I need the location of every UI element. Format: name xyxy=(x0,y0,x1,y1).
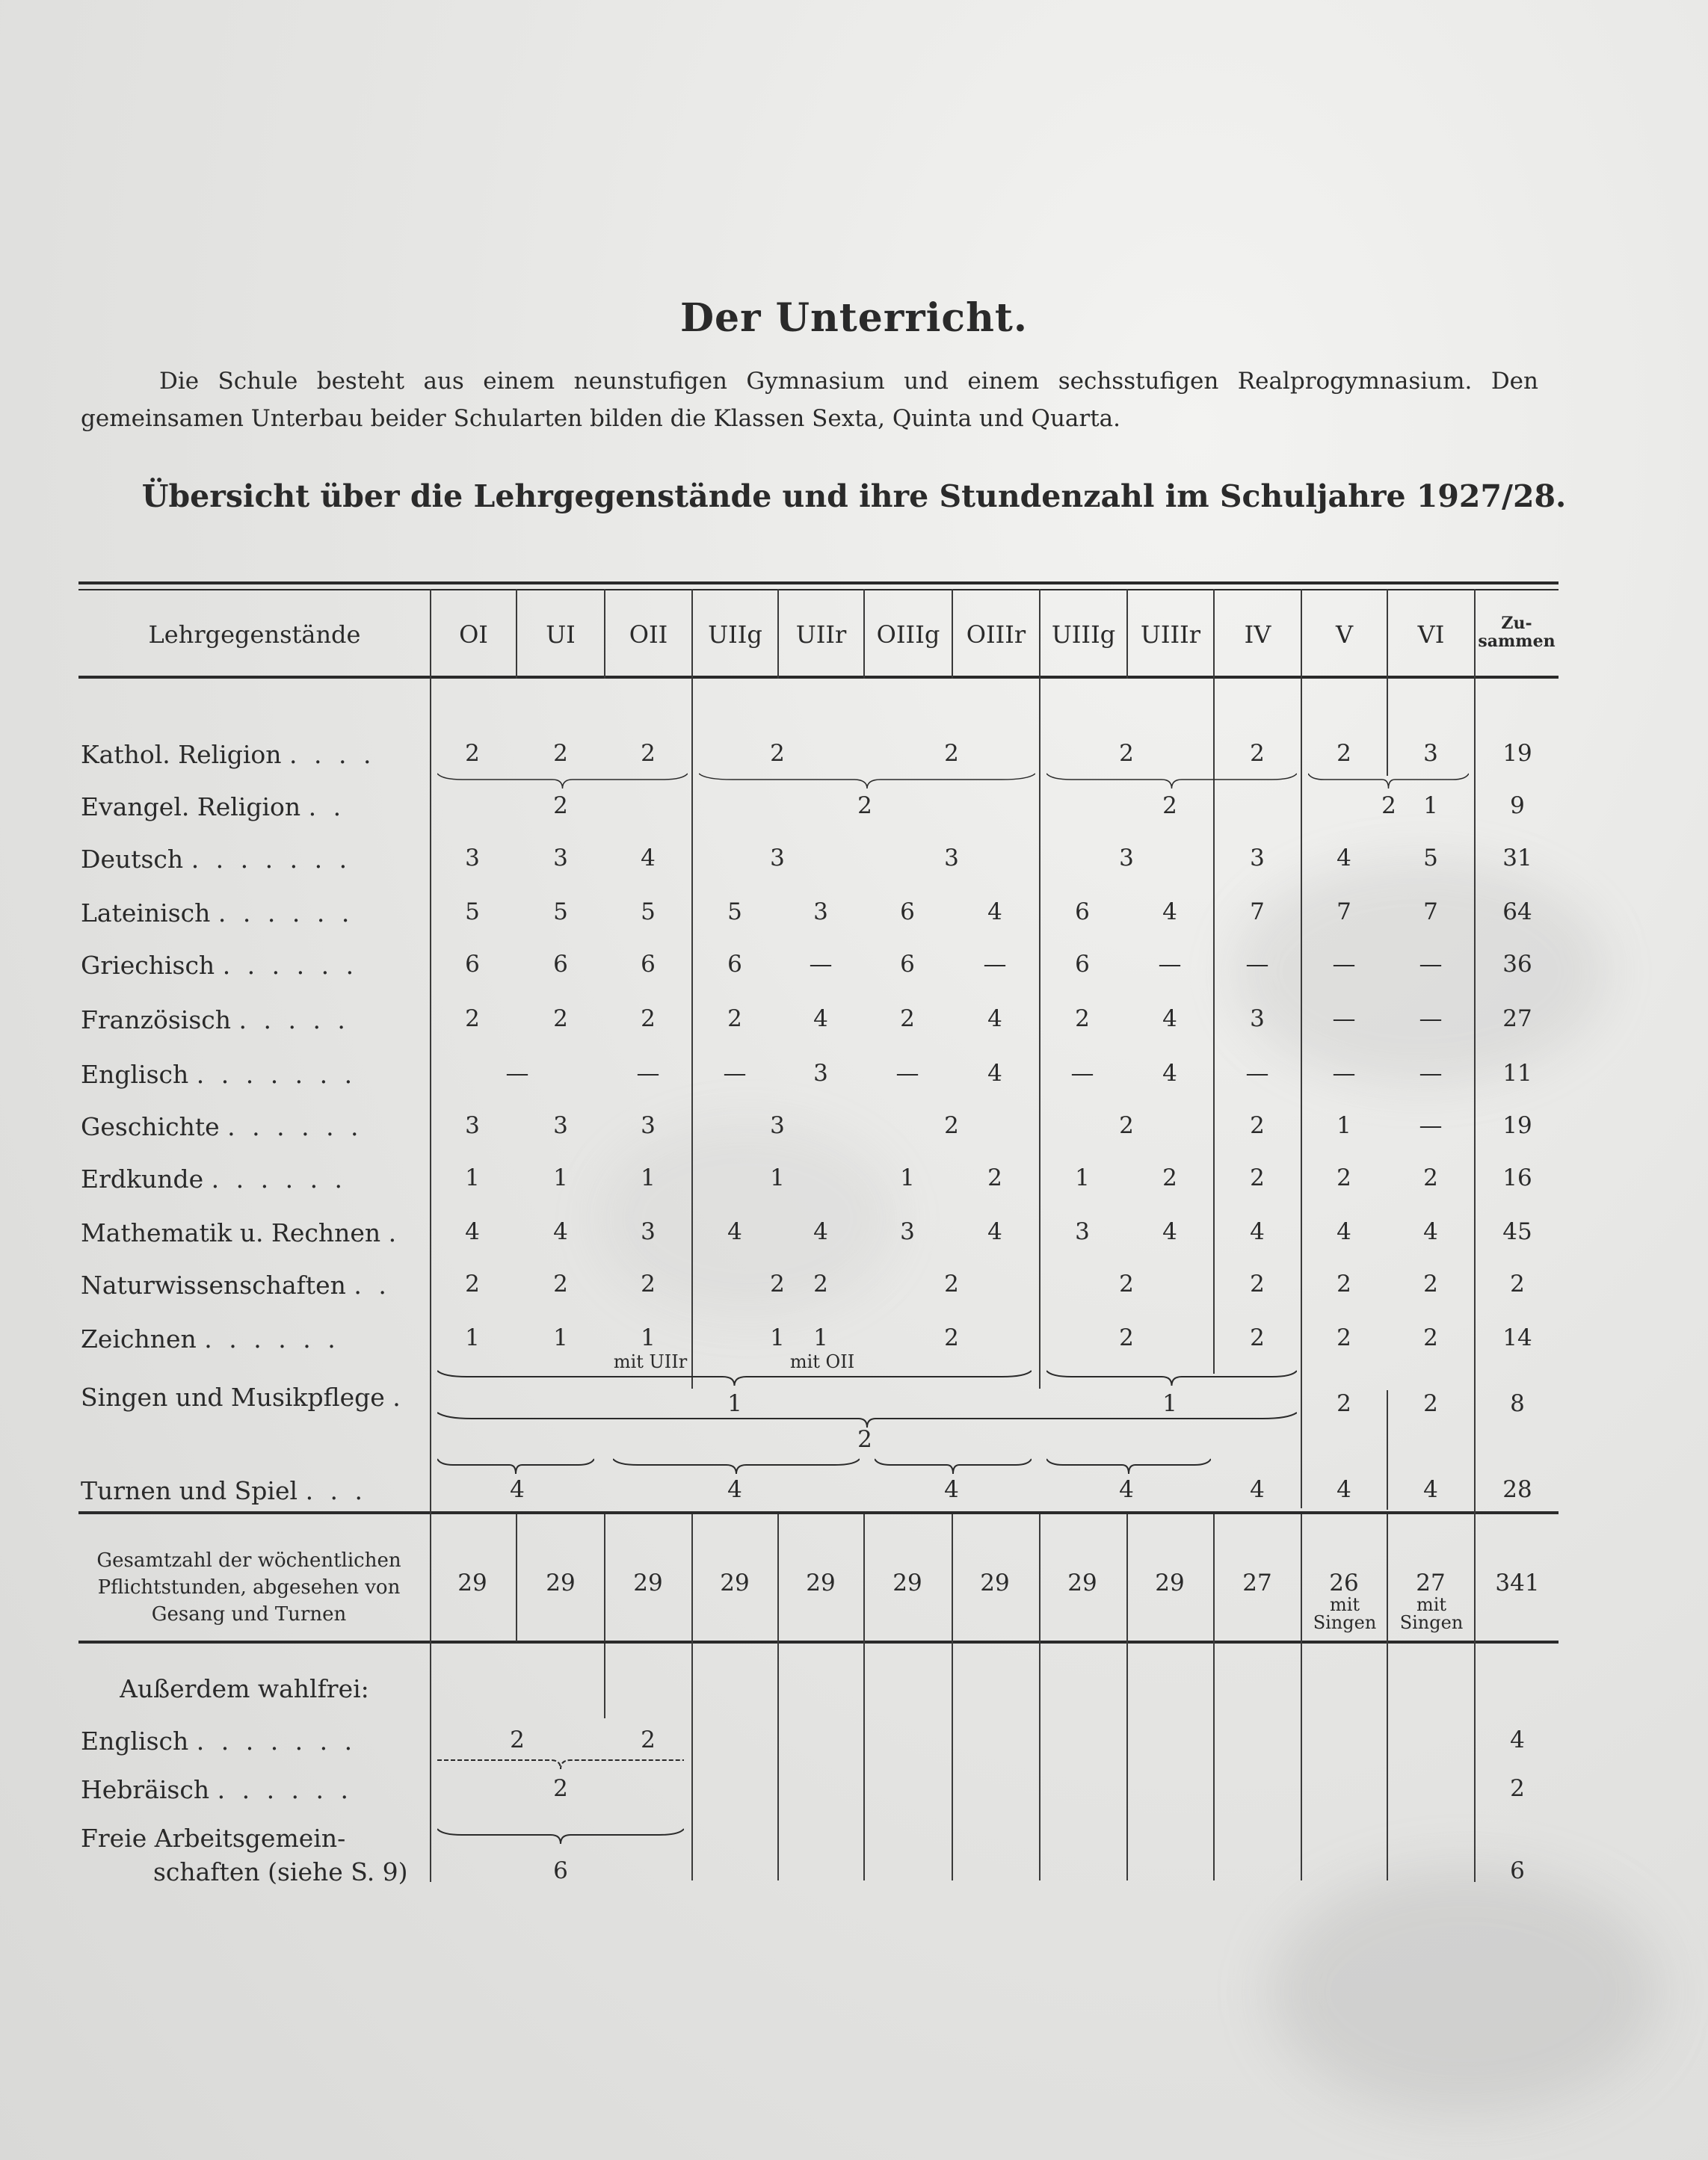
cell: — xyxy=(895,1060,919,1087)
row-label-naturwissenschaften: Naturwissenschaften . . xyxy=(81,1271,391,1300)
cell: 2 xyxy=(1337,1164,1351,1191)
row-label-freie-ag: Freie Arbeitsgemein- xyxy=(81,1824,346,1853)
cell: 1 xyxy=(641,1164,656,1191)
cell: 2 xyxy=(1119,1324,1134,1351)
cell: 3 xyxy=(465,845,480,871)
cell: 4 xyxy=(1423,1476,1438,1503)
cell: — xyxy=(1070,1060,1094,1087)
cell: 2 xyxy=(1250,1324,1265,1351)
cell-total: 4 xyxy=(1510,1727,1525,1753)
table-title: Übersicht über die Lehrgegenstände und ihre Stundenzahl im Schuljahre 1927/28. xyxy=(141,478,1567,514)
cell: 6 xyxy=(465,951,480,978)
column-divider xyxy=(863,1514,865,1880)
row-label-kathol-religion: Kathol. Religion . . . . xyxy=(81,740,376,769)
cell: 2 xyxy=(553,1775,568,1802)
cell: 4 xyxy=(727,1476,742,1503)
column-divider xyxy=(1213,1514,1215,1880)
cell-total: 14 xyxy=(1502,1324,1532,1351)
cell: 4 xyxy=(813,1005,828,1032)
cell: 2 xyxy=(987,1164,1002,1191)
cell-total: 28 xyxy=(1502,1476,1532,1503)
total-cell: 26 xyxy=(1329,1570,1359,1596)
cell: 1 xyxy=(1423,792,1438,819)
cell: 1 xyxy=(770,1164,785,1191)
column-divider xyxy=(1126,1514,1128,1880)
cell: 2 xyxy=(813,1271,828,1297)
cell: 4 xyxy=(987,1005,1002,1032)
cell: 6 xyxy=(900,951,915,978)
column-divider xyxy=(516,1514,517,1641)
cell: 7 xyxy=(1337,898,1351,925)
cell: 4 xyxy=(1162,1218,1177,1245)
cell: 5 xyxy=(553,898,568,925)
cell: 4 xyxy=(465,1218,480,1245)
cell: 2 xyxy=(727,1005,742,1032)
cell: 2 xyxy=(1075,1005,1090,1032)
totals-label: Gesamtzahl der wöchentlichen Pflichtstunden, abgesehen von Gesang und Turnen xyxy=(96,1549,401,1626)
cell: 4 xyxy=(987,1218,1002,1245)
cell: 2 xyxy=(944,1112,959,1139)
cell: 3 xyxy=(813,1060,828,1087)
column-divider xyxy=(604,1644,605,1718)
header-vi: VI xyxy=(1417,620,1445,649)
row-label-turnen: Turnen und Spiel . . . xyxy=(81,1476,368,1505)
cell: 1 xyxy=(1162,1390,1177,1417)
column-divider xyxy=(1387,1514,1388,1880)
cell: 4 xyxy=(727,1218,742,1245)
row-label-lateinisch: Lateinisch . . . . . . xyxy=(81,898,354,928)
cell: 1 xyxy=(641,1324,656,1351)
row-label-deutsch: Deutsch . . . . . . . xyxy=(81,845,352,874)
cell: 4 xyxy=(813,1218,828,1245)
cell: — xyxy=(1332,1060,1356,1087)
cell: 2 xyxy=(641,1271,656,1297)
cell: 1 xyxy=(553,1324,568,1351)
row-label-geschichte: Geschichte . . . . . . xyxy=(81,1112,363,1141)
cell: 4 xyxy=(641,845,656,871)
group-brace xyxy=(1046,1369,1297,1387)
cell: 5 xyxy=(641,898,656,925)
cell: 4 xyxy=(510,1476,525,1503)
cell: 2 xyxy=(1119,1112,1134,1139)
cell: — xyxy=(1419,1005,1443,1032)
group-brace xyxy=(1308,772,1469,790)
cell: 3 xyxy=(641,1112,656,1139)
cell: 1 xyxy=(1337,1112,1351,1139)
cell-total: 2 xyxy=(1510,1271,1525,1297)
row-label-opt-englisch: Englisch . . . . . . . xyxy=(81,1727,357,1756)
cell: 2 xyxy=(1162,792,1177,819)
total-cell: 29 xyxy=(1155,1570,1185,1596)
total-cell: 29 xyxy=(806,1570,836,1596)
column-divider xyxy=(604,1514,605,1641)
row-label-zeichnen: Zeichnen . . . . . . xyxy=(81,1324,340,1354)
cell: 2 xyxy=(1423,1164,1438,1191)
cell: 2 xyxy=(553,740,568,767)
total-cell: 29 xyxy=(1067,1570,1097,1596)
cell: 4 xyxy=(1250,1218,1265,1245)
cell: 2 xyxy=(1337,740,1351,767)
cell: 1 xyxy=(465,1164,480,1191)
cell: 1 xyxy=(727,1390,742,1417)
row-label-freie-ag-cont: schaften (siehe S. 9) xyxy=(153,1857,408,1886)
cell: — xyxy=(1419,1112,1443,1139)
note-vi-mit-singen: mit Singen xyxy=(1399,1594,1464,1633)
column-divider xyxy=(691,679,693,1389)
cell: 4 xyxy=(553,1218,568,1245)
cell: 2 xyxy=(465,740,480,767)
grand-total: 341 xyxy=(1495,1570,1540,1596)
row-label-evangel-religion: Evangel. Religion . . xyxy=(81,792,346,821)
column-divider xyxy=(1301,679,1302,1508)
cell: 2 xyxy=(1119,1271,1134,1297)
header-oiiir: OIIIr xyxy=(966,620,1026,649)
note-mit-oii: mit OII xyxy=(789,1351,855,1372)
cell: 2 xyxy=(944,740,959,767)
column-divider xyxy=(1387,1390,1388,1510)
cell: 6 xyxy=(553,1857,568,1884)
cell: 5 xyxy=(727,898,742,925)
cell-total: 64 xyxy=(1502,898,1532,925)
cell: 1 xyxy=(813,1324,828,1351)
cell: 2 xyxy=(641,1005,656,1032)
row-label-franzoesisch: Französisch . . . . . xyxy=(81,1005,350,1034)
cell: 2 xyxy=(1423,1324,1438,1351)
note-mit-uiir: mit UIIr xyxy=(613,1351,688,1372)
cell: 6 xyxy=(641,951,656,978)
cell: — xyxy=(636,1060,660,1087)
cell: — xyxy=(1419,1060,1443,1087)
header-oiiig: OIIIg xyxy=(876,620,940,649)
row-label-hebraeisch: Hebräisch . . . . . . xyxy=(81,1775,353,1804)
cell: 2 xyxy=(553,1005,568,1032)
group-brace xyxy=(437,1457,594,1475)
cell-total: 36 xyxy=(1502,951,1532,978)
cell-total: 19 xyxy=(1502,1112,1532,1139)
cell: 2 xyxy=(1337,1324,1351,1351)
total-cell: 27 xyxy=(1242,1570,1272,1596)
cell: 3 xyxy=(1119,845,1134,871)
total-cell: 29 xyxy=(633,1570,663,1596)
cell-total: 2 xyxy=(1510,1775,1525,1802)
cell: 4 xyxy=(944,1476,959,1503)
row-label-englisch: Englisch . . . . . . . xyxy=(81,1060,357,1089)
cell: 3 xyxy=(944,845,959,871)
cell: 3 xyxy=(1423,740,1438,767)
cell: 5 xyxy=(1423,845,1438,871)
column-divider xyxy=(1039,1514,1040,1880)
cell: 3 xyxy=(770,845,785,871)
cell: 4 xyxy=(1423,1218,1438,1245)
column-divider xyxy=(691,1514,693,1880)
cell: 1 xyxy=(900,1164,915,1191)
optional-heading: Außerdem wahlfrei: xyxy=(120,1674,369,1703)
row-label-erdkunde: Erdkunde . . . . . . xyxy=(81,1164,348,1194)
cell: 6 xyxy=(900,898,915,925)
column-divider xyxy=(1039,679,1040,1389)
group-brace xyxy=(437,1753,684,1771)
cell: — xyxy=(1245,951,1269,978)
cell: 2 xyxy=(770,740,785,767)
cell: 5 xyxy=(465,898,480,925)
cell-total: 8 xyxy=(1510,1390,1525,1417)
total-cell: 29 xyxy=(720,1570,750,1596)
header-uiiig: UIIIg xyxy=(1051,620,1116,649)
header-oii: OII xyxy=(629,620,668,649)
total-cell: 27 xyxy=(1416,1570,1446,1596)
cell: 4 xyxy=(987,898,1002,925)
column-divider xyxy=(952,1514,953,1880)
cell: 2 xyxy=(465,1271,480,1297)
cell: 2 xyxy=(510,1727,525,1753)
totals-top-rule xyxy=(78,1511,1559,1514)
cell: — xyxy=(723,1060,747,1087)
cell: 4 xyxy=(1119,1476,1134,1503)
cell: 2 xyxy=(1250,1164,1265,1191)
row-label-mathematik: Mathematik u. Rechnen . xyxy=(81,1218,401,1247)
group-brace xyxy=(437,1369,1032,1387)
cell: 4 xyxy=(1337,845,1351,871)
cell: 3 xyxy=(900,1218,915,1245)
cell: — xyxy=(809,951,833,978)
cell: 6 xyxy=(553,951,568,978)
total-cell: 29 xyxy=(980,1570,1010,1596)
header-v: V xyxy=(1335,620,1354,649)
cell: 2 xyxy=(857,1426,872,1453)
column-divider xyxy=(777,1514,779,1880)
group-brace xyxy=(1046,1457,1211,1475)
total-cell: 29 xyxy=(546,1570,576,1596)
group-brace xyxy=(875,1457,1032,1475)
intro-paragraph: Die Schule besteht aus einem neunstufigen Gymnasium und einem sechsstufigen Realprogymnasium. Den gemeinsamen Unterbau beider Schularten bilden die Klassen Sexta, Quinta und Quarta. xyxy=(81,368,1538,432)
cell: 1 xyxy=(465,1324,480,1351)
cell: 1 xyxy=(1075,1164,1090,1191)
cell: 4 xyxy=(1337,1218,1351,1245)
cell: 2 xyxy=(553,792,568,819)
cell: 7 xyxy=(1250,898,1265,925)
column-divider xyxy=(1301,1514,1302,1880)
cell-total: 6 xyxy=(1510,1857,1525,1884)
cell: 2 xyxy=(857,792,872,819)
column-divider xyxy=(1474,679,1476,1882)
cell: 2 xyxy=(1250,1112,1265,1139)
note-v-mit-singen: mit Singen xyxy=(1313,1594,1377,1633)
header-oi: OI xyxy=(459,620,488,649)
cell: 2 xyxy=(1423,1390,1438,1417)
cell: 3 xyxy=(553,1112,568,1139)
cell: 2 xyxy=(1337,1390,1351,1417)
cell: 2 xyxy=(944,1271,959,1297)
header-uiir: UIIr xyxy=(795,620,847,649)
row-label-griechisch: Griechisch . . . . . . xyxy=(81,951,359,980)
cell-total: 9 xyxy=(1510,792,1525,819)
cell: 2 xyxy=(944,1324,959,1351)
cell: 2 xyxy=(770,1271,785,1297)
cell: — xyxy=(505,1060,529,1087)
totals-bottom-rule xyxy=(78,1641,1559,1644)
cell: — xyxy=(1332,1005,1356,1032)
cell: — xyxy=(1245,1060,1269,1087)
cell: 3 xyxy=(465,1112,480,1139)
cell-total: 11 xyxy=(1502,1060,1532,1087)
cell: 2 xyxy=(465,1005,480,1032)
cell-total: 45 xyxy=(1502,1218,1532,1245)
table-top-rule-thin xyxy=(78,589,1559,590)
header-subjects: Lehrgegenstände xyxy=(148,620,361,649)
header-ui: UI xyxy=(546,620,576,649)
cell: 3 xyxy=(553,845,568,871)
cell: 2 xyxy=(1250,740,1265,767)
group-brace xyxy=(613,1457,860,1475)
cell: 3 xyxy=(813,898,828,925)
cell: 4 xyxy=(1162,1005,1177,1032)
cell: — xyxy=(1419,951,1443,978)
cell: 3 xyxy=(770,1112,785,1139)
cell: 3 xyxy=(1250,845,1265,871)
cell: 4 xyxy=(1337,1476,1351,1503)
cell: 3 xyxy=(641,1218,656,1245)
cell: 6 xyxy=(1075,951,1090,978)
page-title: Der Unterricht. xyxy=(679,295,1029,341)
cell: 2 xyxy=(1381,792,1396,819)
cell: — xyxy=(1332,951,1356,978)
cell: 2 xyxy=(641,740,656,767)
cell-total: 27 xyxy=(1502,1005,1532,1032)
cell: 2 xyxy=(1119,740,1134,767)
cell: 4 xyxy=(1250,1476,1265,1503)
cell: 6 xyxy=(727,951,742,978)
cell-total: 19 xyxy=(1502,740,1532,767)
row-label-singen: Singen und Musikpflege . xyxy=(81,1383,405,1412)
group-brace xyxy=(437,1827,684,1845)
header-uiig: UIIg xyxy=(708,620,762,649)
cell-total: 16 xyxy=(1502,1164,1532,1191)
cell: 2 xyxy=(1250,1271,1265,1297)
group-brace xyxy=(1046,772,1297,790)
header-iv: IV xyxy=(1244,620,1271,649)
cell: 6 xyxy=(1075,898,1090,925)
total-cell: 29 xyxy=(892,1570,922,1596)
cell: 3 xyxy=(1250,1005,1265,1032)
header-zusammen: Zu-sammen xyxy=(1478,614,1556,651)
cell: 2 xyxy=(900,1005,915,1032)
cell: 1 xyxy=(770,1324,785,1351)
cell: 3 xyxy=(1075,1218,1090,1245)
cell: 4 xyxy=(1162,1060,1177,1087)
total-cell: 29 xyxy=(457,1570,487,1596)
cell: 2 xyxy=(641,1727,656,1753)
group-brace xyxy=(437,772,688,790)
cell: — xyxy=(983,951,1007,978)
cell: 7 xyxy=(1423,898,1438,925)
cell: 2 xyxy=(1162,1164,1177,1191)
group-brace xyxy=(699,772,1035,790)
cell: 4 xyxy=(1162,898,1177,925)
cell: 1 xyxy=(553,1164,568,1191)
table-top-rule xyxy=(78,581,1559,584)
cell: 2 xyxy=(553,1271,568,1297)
cell-total: 31 xyxy=(1502,845,1532,871)
cell: 2 xyxy=(1423,1271,1438,1297)
header-uiiir: UIIIr xyxy=(1140,620,1201,649)
header-bottom-rule xyxy=(78,676,1559,679)
cell: 2 xyxy=(1337,1271,1351,1297)
cell: — xyxy=(1158,951,1182,978)
cell: 4 xyxy=(987,1060,1002,1087)
column-divider xyxy=(1387,679,1388,776)
